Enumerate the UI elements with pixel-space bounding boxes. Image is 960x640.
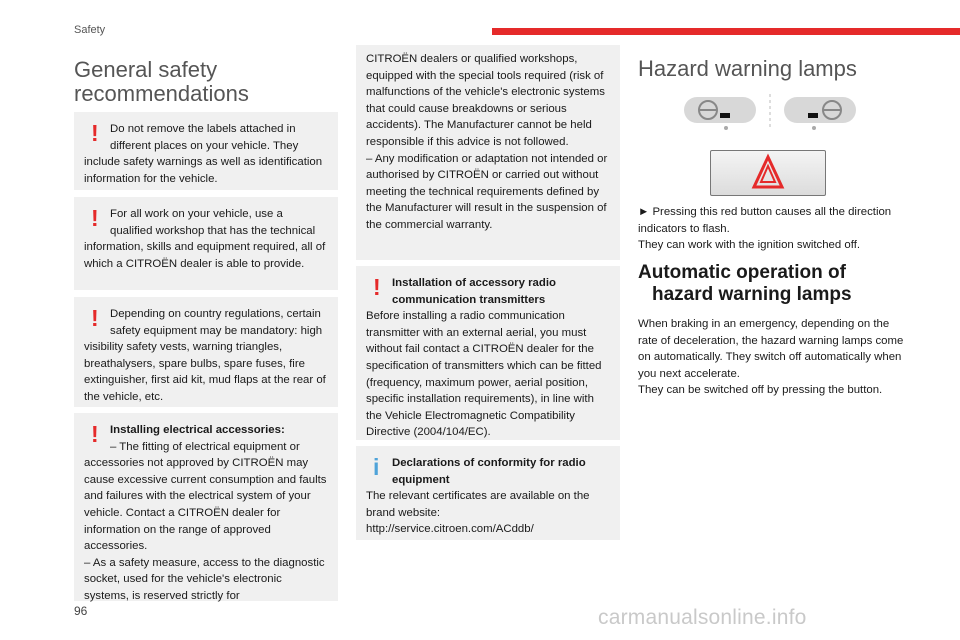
warning-box-workshop: ! For all work on your vehicle, use a qualified workshop that has the technical information, skills and equipment required, all of which a CITROËN dealer is able to provide. [74,197,338,290]
warning-box-labels: ! Do not remove the labels attached in different places on your vehicle. They include safety warnings as well as identification information for the vehicle. [74,112,338,190]
warning-icon: ! [91,305,99,331]
warning-box-electrical: ! Installing electrical accessories: – The fitting of electrical equipment or accessories not approved by CITROËN may cause excessive current consumption and faults and failures with the electrical system of your vehicle. Contact a CITROËN dealer for information on the range of approved accessories. – As a safety measure, access to the diagnostic socket, used for the vehicle's electronic systems, is reserved strictly for [74,413,338,601]
warning-icon: ! [91,421,99,447]
warning-box-radio: ! Installation of accessory radio communication transmitters Before installing a radio communication transmitter with an external aerial, you must without fail contact a CITROËN dealer for the specification of transmitters which can be fitted (frequency, maximum power, aerial position, specific installation requirements), in line with the Vehicle Electromagnetic Compatibility Directive (2004/104/EC). [356,266,620,440]
brand-website-link: http://service.citroen.com/ACddb/ [366,523,534,536]
continued-warning-box: CITROËN dealers or qualified workshops, equipped with the special tools required (risk of malfunctions of the vehicle's electronic systems that could cause breakdowns or serious accidents). The Manufacturer cannot be held responsible if this advice is not followed. – Any modification or adaptation not intended or authorised by CITROËN or carried out without meeting the technical requirements defined by the Manufacturer will result in the suspension of the commercial warranty. [356,45,620,260]
automatic-operation-subtitle: Automatic operation of hazard warning lamps [638,262,852,305]
dashboard-position-icon [680,92,860,132]
warning-icon: ! [91,120,99,146]
hazard-button-illustration [710,150,826,196]
hazard-title: Hazard warning lamps [638,56,857,81]
header-accent-bar [492,28,960,35]
warning-box-equipment: ! Depending on country regulations, certain safety equipment may be mandatory: high visibility safety vests, warning triangles, breathalysers, spare bulbs, spare fuses, fire extinguisher, first aid kit, mud flaps at the rear of the vehicle, etc. [74,297,338,407]
warning-icon: ! [373,274,381,300]
info-box-conformity: i Declarations of conformity for radio equipment The relevant certificates are available on the brand website: http://service.citroen.com/ACddb/ [356,446,620,540]
hazard-triangle-icon [711,151,825,195]
info-icon: i [373,454,380,480]
hazard-description: ► Pressing this red button causes all the direction indicators to flash. They can work with the ignition switched off. [638,206,892,252]
warning-icon: ! [91,205,99,231]
watermark: carmanualsonline.info [598,606,807,629]
section-label: Safety [74,24,106,36]
general-safety-title: General safety recommendations [74,57,249,106]
page-number: 96 [74,604,88,618]
automatic-operation-text: When braking in an emergency, depending on the rate of deceleration, the hazard warning lamps come on automatically. They switch off automatically when you next accelerate. They can be switched off by pressing the button. [638,318,904,397]
